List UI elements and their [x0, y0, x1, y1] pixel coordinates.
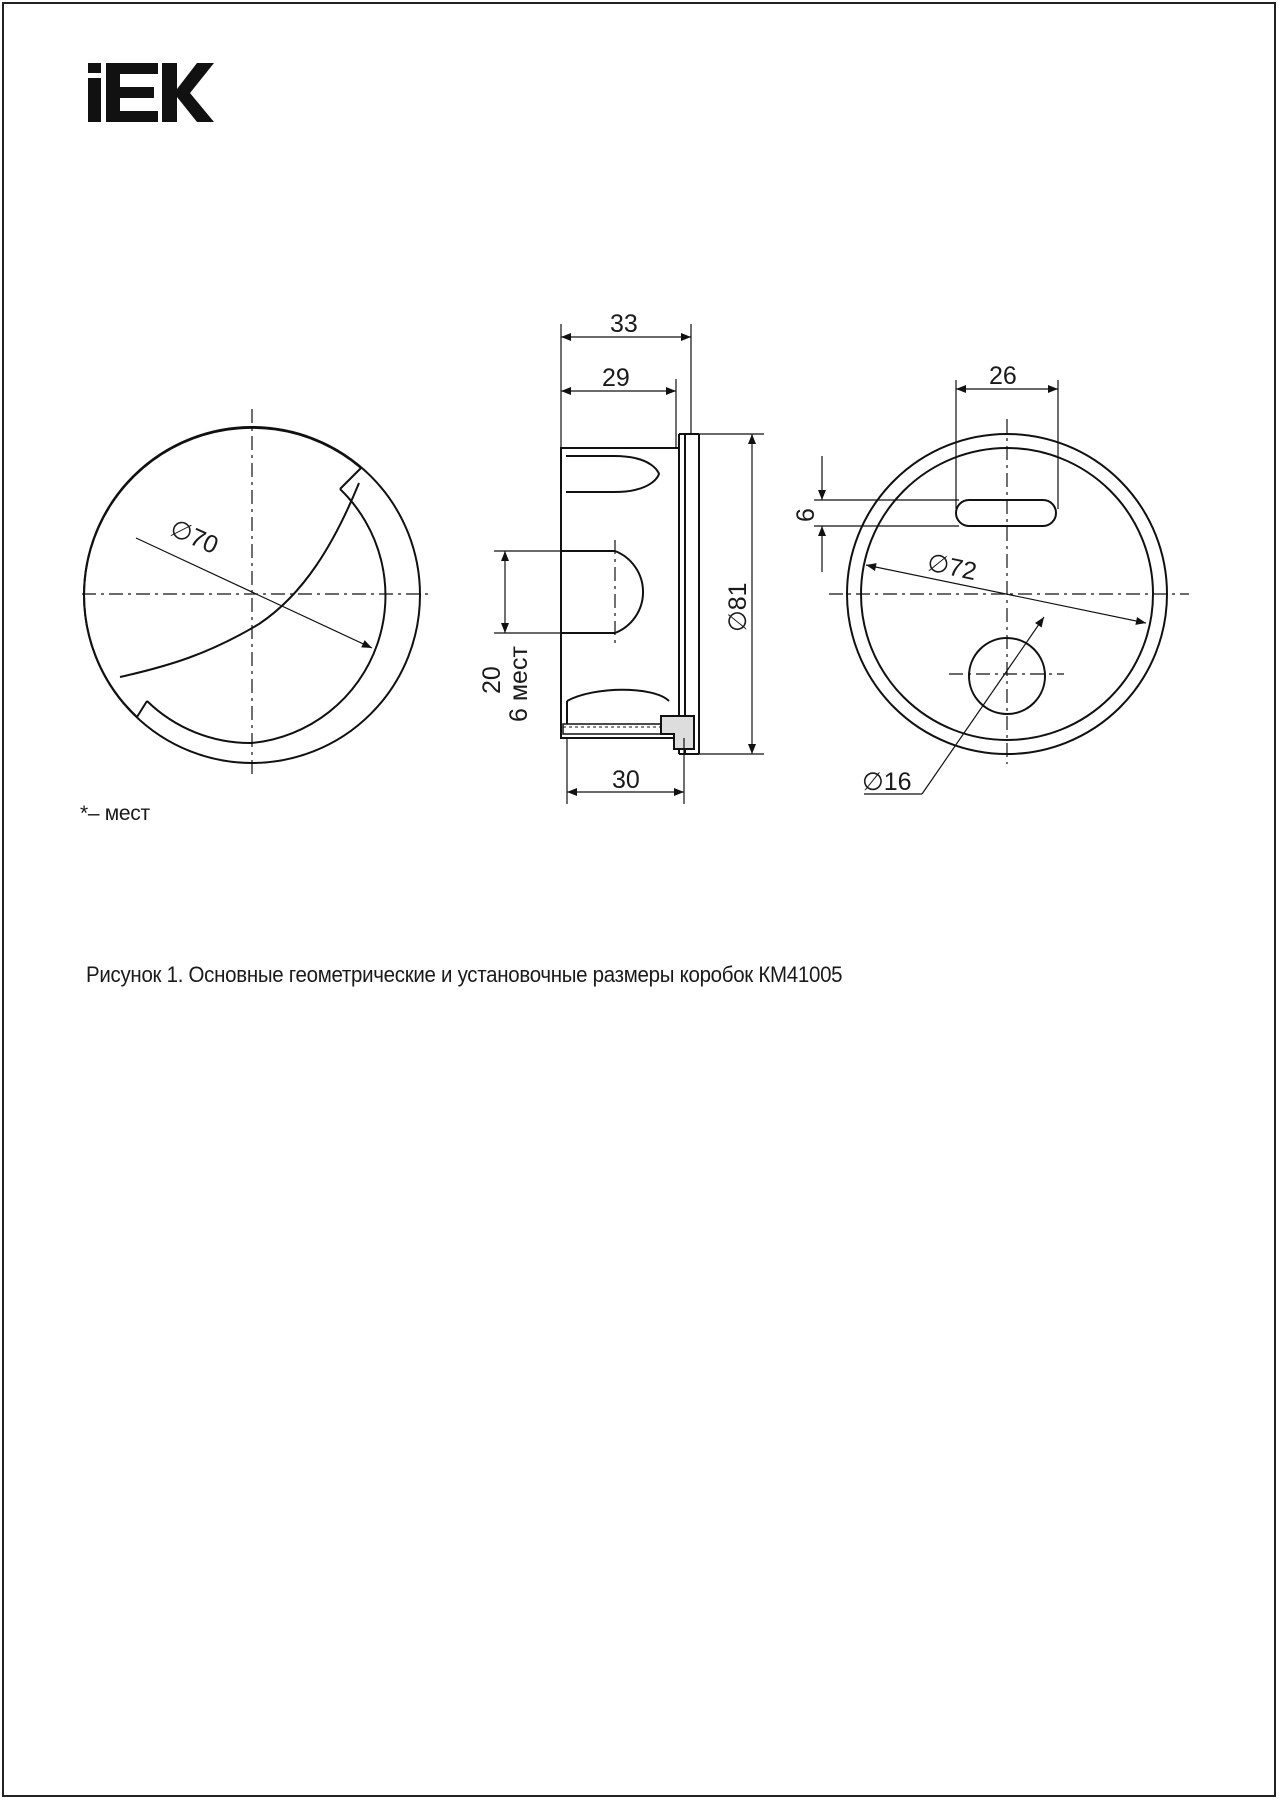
dim-26: 26 [989, 362, 1017, 390]
dim-d81: ∅81 [724, 582, 752, 632]
dim-20: 20 [478, 666, 506, 694]
dim-d72: ∅72 [924, 548, 980, 587]
dim-d16: ∅16 [862, 768, 912, 796]
dim-30: 30 [612, 766, 640, 794]
bottom-view [814, 380, 1189, 794]
dim-29: 29 [602, 364, 630, 392]
dim-6: 6 [792, 508, 820, 522]
dim-d70: ∅70 [165, 514, 223, 560]
document-sheet [2, 2, 1276, 1797]
places-note: *– мест [80, 802, 150, 825]
figure-caption: Рисунок 1. Основные геометрические и установочные размеры коробок КМ41005 [86, 962, 843, 987]
side-view [494, 324, 764, 804]
dim-6-places: 6 мест [505, 646, 533, 722]
cover-view [82, 409, 432, 779]
dim-33: 33 [610, 310, 638, 338]
technical-drawing [4, 4, 1278, 904]
